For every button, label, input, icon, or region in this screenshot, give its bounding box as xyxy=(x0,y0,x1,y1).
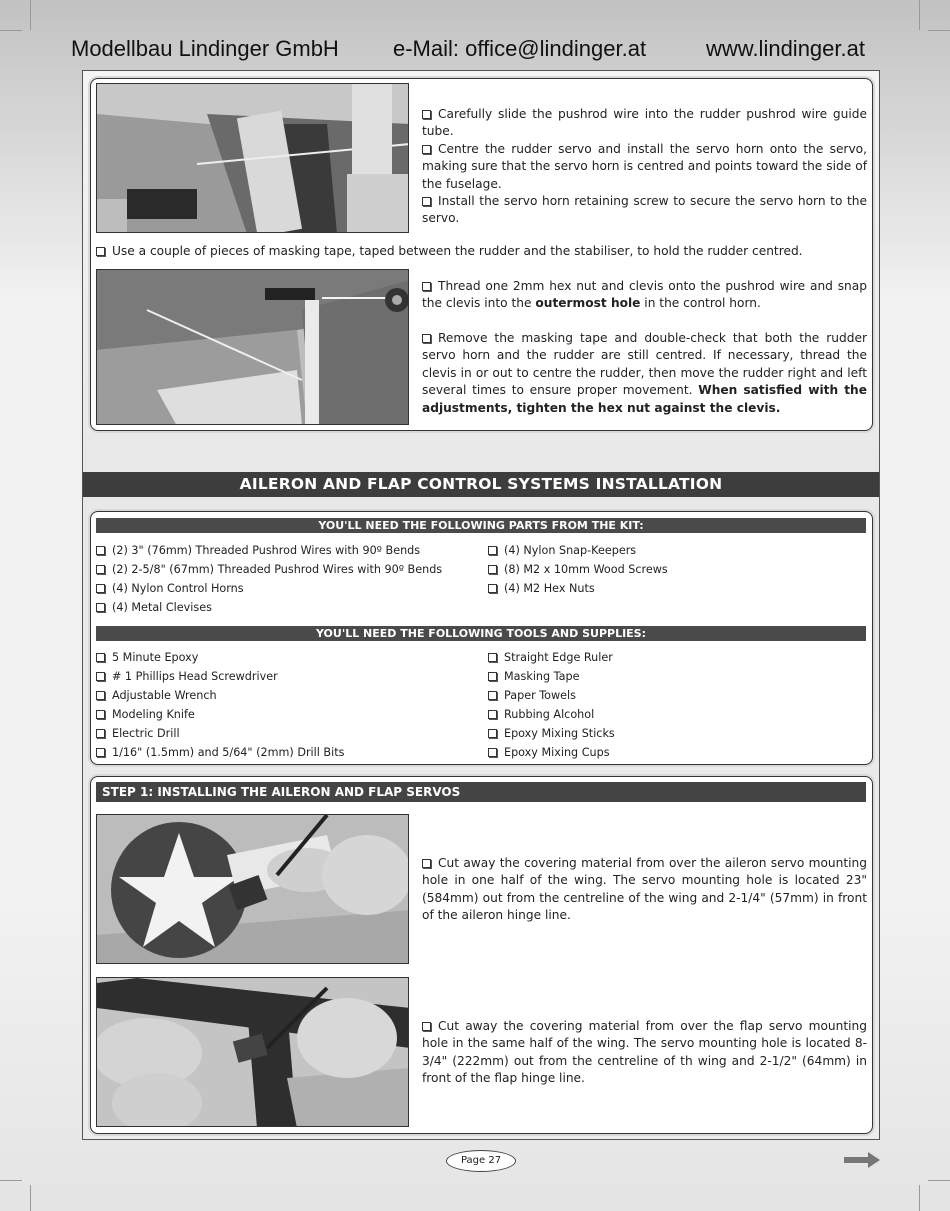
parts-item: (4) M2 Hex Nuts xyxy=(488,582,595,595)
servo-photo xyxy=(96,83,409,233)
tools-item: Modeling Knife xyxy=(96,708,195,721)
section-title: AILERON AND FLAP CONTROL SYSTEMS INSTALLATION xyxy=(83,472,879,497)
crop-mark xyxy=(928,30,950,31)
step-text: Use a couple of pieces of masking tape, taped between the rudder and the stabiliser, to hold the rudder centred. xyxy=(112,244,803,258)
step-text: Cut away the covering material from over the flap servo mounting hole in the same half of the wing. The servo mounting hole is located 8-3/4" (222mm) out from the centreline of th wing and 2-1/2" (64mm) in front of the flap hinge line. xyxy=(422,1019,867,1086)
checkbox[interactable] xyxy=(96,748,105,757)
parts-item: (2) 3" (76mm) Threaded Pushrod Wires with 90º Bends xyxy=(96,544,420,557)
step-text: Carefully slide the pushrod wire into the rudder pushrod wire guide tube. xyxy=(422,107,867,139)
crop-mark xyxy=(0,30,22,31)
tools-item: Masking Tape xyxy=(488,670,580,683)
checkbox[interactable] xyxy=(96,584,105,593)
header-website[interactable]: www.lindinger.at xyxy=(706,36,865,61)
parts-item: (4) Metal Clevises xyxy=(96,601,212,614)
checkbox[interactable] xyxy=(488,691,497,700)
checkbox[interactable] xyxy=(422,282,431,291)
parts-item: (2) 2-5/8" (67mm) Threaded Pushrod Wires with 90º Bends xyxy=(96,563,442,576)
checkbox[interactable] xyxy=(488,653,497,662)
checkbox[interactable] xyxy=(422,110,431,119)
checkbox[interactable] xyxy=(96,729,105,738)
step-emphasis: When satisfied with the adjustments, tighten the hex nut against the clevis. xyxy=(422,383,868,415)
checkbox[interactable] xyxy=(488,565,497,574)
parts-title: YOU'LL NEED THE FOLLOWING PARTS FROM THE KIT: xyxy=(96,518,866,533)
step-centre-servo xyxy=(422,141,867,193)
step-text: Centre the rudder servo and install the servo horn onto the servo, making sure that the servo horn is centred and points toward the side of the fuselage. xyxy=(422,142,867,191)
crop-mark xyxy=(30,1185,31,1211)
checkbox[interactable] xyxy=(96,565,105,574)
page-header xyxy=(0,36,950,66)
checkbox[interactable] xyxy=(488,584,497,593)
step-thread-clevis xyxy=(422,278,867,313)
checkbox[interactable] xyxy=(96,710,105,719)
step-text: Thread one 2mm hex nut and clevis onto the pushrod wire and snap the clevis into the xyxy=(422,279,867,311)
checkbox[interactable] xyxy=(422,197,431,206)
page-number: Page 27 xyxy=(446,1150,516,1172)
tools-item: Epoxy Mixing Cups xyxy=(488,746,610,759)
rudder-photo-image xyxy=(97,270,409,425)
step1-title: STEP 1: INSTALLING THE AILERON AND FLAP SERVOS xyxy=(96,782,866,802)
checkbox[interactable] xyxy=(96,691,105,700)
parts-item: (8) M2 x 10mm Wood Screws xyxy=(488,563,668,576)
tools-title: YOU'LL NEED THE FOLLOWING TOOLS AND SUPPLIES: xyxy=(96,626,866,641)
aileron-servo-photo xyxy=(96,814,409,964)
step-cut-flap xyxy=(422,1018,867,1088)
tools-item: Paper Towels xyxy=(488,689,576,702)
crop-mark xyxy=(928,1180,950,1181)
parts-item: (4) Nylon Snap-Keepers xyxy=(488,544,636,557)
checkbox[interactable] xyxy=(96,672,105,681)
checkbox[interactable] xyxy=(96,247,105,256)
step-text: in the control horn. xyxy=(640,296,761,311)
tools-item: Epoxy Mixing Sticks xyxy=(488,727,615,740)
step-text: Remove the masking tape and double-check that both the rudder servo horn and the rudder are still centred. If necessary, thread the clevis in or out to centre the rudder, then move the rudder right and left several times to ensure proper movement. xyxy=(422,331,867,398)
tools-item: Electric Drill xyxy=(96,727,180,740)
checkbox[interactable] xyxy=(96,653,105,662)
checkbox[interactable] xyxy=(422,1022,431,1031)
flap-servo-photo xyxy=(96,977,409,1127)
checkbox[interactable] xyxy=(422,334,431,343)
checkbox[interactable] xyxy=(488,729,497,738)
step-cut-aileron xyxy=(422,855,867,925)
tools-item: 5 Minute Epoxy xyxy=(96,651,198,664)
step-text: Cut away the covering material from over the aileron servo mounting hole in one half of the wing. The servo mounting hole is located 23" (584mm) out from the centreline of the wing and 2-1/4" (57mm) in front of the aileron hinge line. xyxy=(422,856,867,923)
step-remove-tape xyxy=(422,330,867,417)
checkbox[interactable] xyxy=(488,672,497,681)
rudder-clevis-photo xyxy=(96,269,409,425)
checkbox[interactable] xyxy=(96,546,105,555)
servo-photo-image xyxy=(97,84,409,233)
header-company: Modellbau Lindinger GmbH xyxy=(71,36,339,61)
checkbox[interactable] xyxy=(422,145,431,154)
tools-item: Straight Edge Ruler xyxy=(488,651,613,664)
crop-mark xyxy=(30,0,31,30)
step-text: Install the servo horn retaining screw to secure the servo horn to the servo. xyxy=(422,194,867,226)
step-slide-pushrod xyxy=(422,106,867,141)
tools-item: 1/16" (1.5mm) and 5/64" (2mm) Drill Bits xyxy=(96,746,344,759)
checkbox[interactable] xyxy=(96,603,105,612)
tools-item: Adjustable Wrench xyxy=(96,689,217,702)
checkbox[interactable] xyxy=(422,859,431,868)
checkbox[interactable] xyxy=(488,710,497,719)
parts-item: (4) Nylon Control Horns xyxy=(96,582,244,595)
next-page-arrow-icon[interactable] xyxy=(844,1152,880,1168)
step-masking-tape xyxy=(96,243,866,260)
tools-item: # 1 Phillips Head Screwdriver xyxy=(96,670,278,683)
flap-photo-image xyxy=(97,978,409,1127)
step-retaining-screw xyxy=(422,193,867,228)
step-emphasis: outermost hole xyxy=(535,296,641,311)
checkbox[interactable] xyxy=(488,748,497,757)
header-email[interactable]: e-Mail: office@lindinger.at xyxy=(393,36,647,61)
aileron-photo-image xyxy=(97,815,409,964)
crop-mark xyxy=(0,1180,22,1181)
crop-mark xyxy=(919,1185,920,1211)
tools-item: Rubbing Alcohol xyxy=(488,708,594,721)
crop-mark xyxy=(919,0,920,30)
checkbox[interactable] xyxy=(488,546,497,555)
